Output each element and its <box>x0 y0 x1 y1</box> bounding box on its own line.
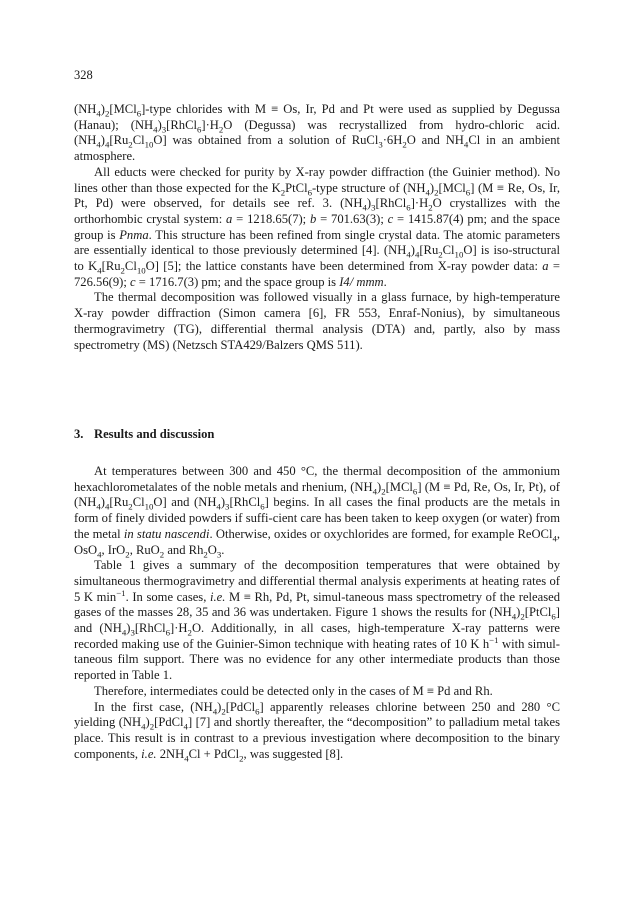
paragraph-palladium: In the first case, $(NH_4)_2[PdCl_6]$ apparently releases chlorine between 250 and 280 °C yielding $(NH_4)_2[PdCl_4]$ [7] and shortly thereafter, the “decomposition” to palladium metal takes place. This result is in contrast to a previous investigation where decomposition to the binary components, i.e. $2NH_4Cl$ + PdCl$_2$, was suggested [8]. <box>74 699 560 764</box>
section-heading <box>74 427 214 442</box>
paragraph-intermediates: Therefore, intermediates could be detected only in the cases of M ≡ Pd and Rh. <box>94 683 493 698</box>
page-number: 328 <box>74 68 93 82</box>
paragraph-purity: All educts were checked for purity by X-ray powder diffraction (the Guinier method). No lines other than those expected for the $K_2PtCl_6$-type structure of $(NH_4)_2[MCl_6] (M \equiv Re$, Os, Ir, Pt, Pd) were observed, for details see ref. 3. $(NH_4)_3[RhCl_6]\cdot H_2O$ crystallizes with the orthorhombic crystal system: a = 1218.65(7); b = 701.63(3); c = 1415.87(4) pm; and the space group is Pnma. This structure has been refined from single crystal data. The atomic parameters are essentially identical to those previously determined [4]. $(NH_4)_4[Ru_2Cl_{10}O]$ is iso-structural to $K_4[Ru_2Cl_{10}O]$ [5]; the lattice constants have been determined from X-ray powder data: a = 726.56(9); c = 1716.7(3) pm; and the space group is I4/ mmm. <box>74 164 561 289</box>
section-number: 3. <box>74 427 84 441</box>
paragraph-thermal-methods: The thermal decomposition was followed visually in a glass furnace, by high-temperature X-ray powder diffraction (Simon camera [6], FR 553, Enraf-Nonius), by simultaneous thermogravimetry (TG), differential thermal analysis (DTA) and, partly, also by mass spectrometry (MS) (Netzsch STA429/Balzers QMS 511). <box>74 290 560 352</box>
section-title: Results and discussion <box>94 427 215 441</box>
results-text <box>74 464 560 762</box>
paragraph-decomposition: At temperatures between 300 and 450 °C, the thermal decomposition of the ammonium hexachlorometalates of the noble metals and rhenium, $(NH_4)_2[MCl_6] (M \equiv Pd$, Re, Os, Ir, Pt), of $(NH_4)_4[Ru_2Cl_{10}O]$ and $(NH_4)_3[RhCl_6]$ begins. In all cases the final products are the metals in form of finely divided powders if suffi-cient care has been taken to keep oxygen (or water) from the metal in statu nascendi. Otherwise, oxides or oxychlorides are formed, for example ReOCl$_4$, OsO$_4$, IrO$_2$, RuO$_2$ and $Rh_2O_3$. <box>74 464 561 560</box>
materials-text <box>74 102 560 353</box>
paragraph-table-summary: Table 1 gives a summary of the decomposition temperatures that were obtained by simultaneous thermogravimetry and differential thermal analysis experiments at heating rates of 5 K $\min^{-1}$. In some cases, i.e. M ≡ Rh, Pd, Pt, simul-taneous mass spectrometry of the released gases of the masses 28, 35 and 36 was undertaken. Figure 1 shows the results for $(NH_4)_2[PtCl_6]$ and $(NH_4)_3[RhCl_6]\cdot H_2O$. Additionally, in all cases, high-temperature X-ray patterns were recorded making use of the Guinier-Simon technique with heating rates of 10 K $h^{-1}$ with simul-taneous film support. There was no evidence for any other intermediate products than those reported in Table 1. <box>74 558 560 683</box>
paragraph-materials: $(NH_4)_2[MCl_6]$-type chlorides with M ≡ Os, Ir, Pd and Pt were used as supplied by Degussa (Hanau); $(NH_4)_3[RhCl_6]\cdot H_2O$ (Degussa) was recrystallized from hydro-chloric acid. $(NH_4)_4[Ru_2Cl_{10}O]$ was obtained from a solution of $RuCl_3\cdot 6H_2O$ and $NH_4Cl$ in an ambient atmosphere. <box>74 102 560 164</box>
